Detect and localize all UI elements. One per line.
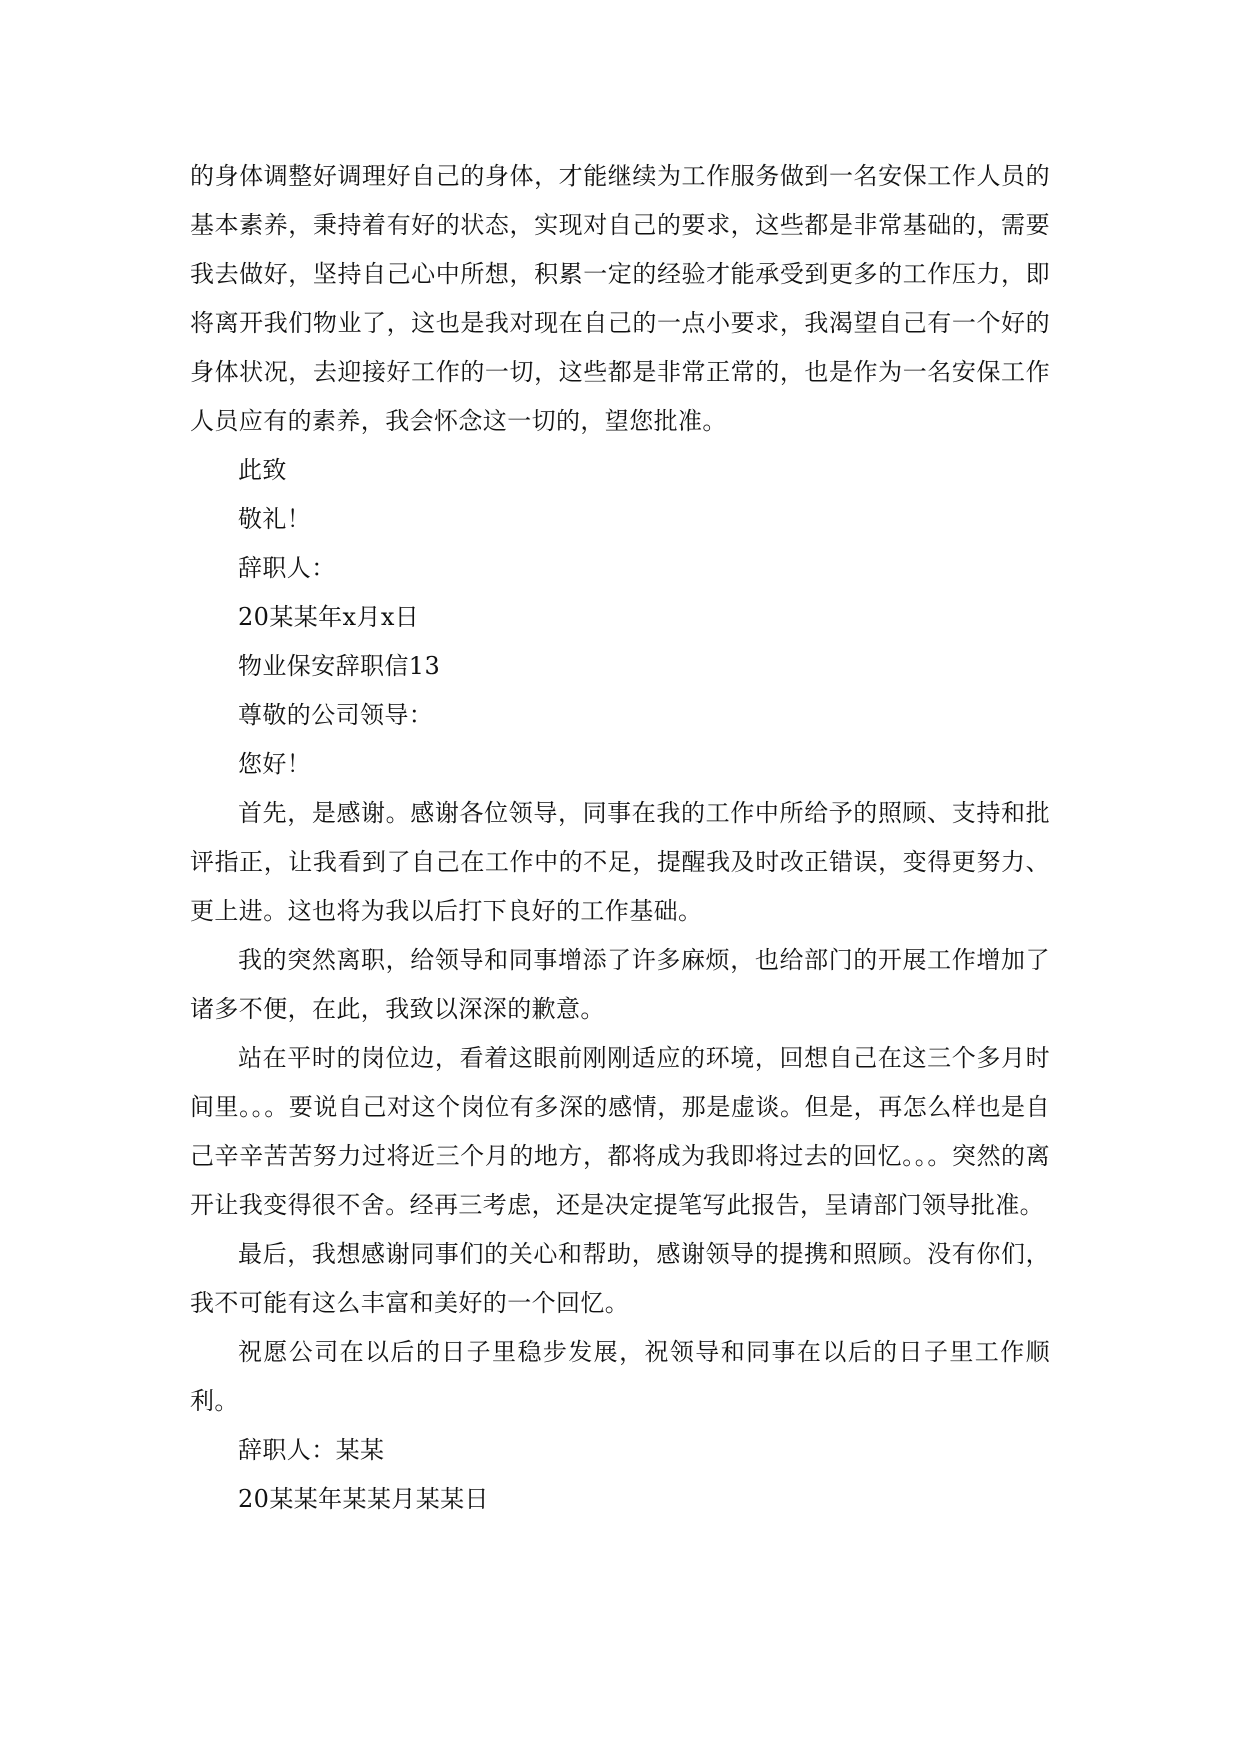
paragraph-apology: 我的突然离职，给领导和同事增添了许多麻烦，也给部门的开展工作增加了诸多不便，在此，我致以深深的歉意。 <box>190 946 1050 1023</box>
paragraph-gratitude: 最后，我想感谢同事们的关心和帮助，感谢领导的提携和照顾。没有你们，我不可能有这么丰富和美好的一个回忆。 <box>190 1240 1050 1317</box>
signature-label: 辞职人： <box>238 554 336 582</box>
paragraph-wishes: 祝愿公司在以后的日子里稳步发展，祝领导和同事在以后的日子里工作顺利。 <box>190 1338 1050 1415</box>
letter-hello: 您好！ <box>238 750 312 778</box>
document-body <box>190 152 1050 1524</box>
signature-name: 辞职人：某某 <box>238 1436 385 1464</box>
paragraph-reflection: 站在平时的岗位边，看着这眼前刚刚适应的环境，回想自己在这三个多月时间里。。。要说自己对这个岗位有多深的感情，那是虚谈。但是，再怎么样也是自己辛辛苦苦努力过将近三个月的地方，都将成为我即将过去的回忆。。。突然的离开让我变得很不舍。经再三考虑，还是决定提笔写此报告，呈请部门领导批准。 <box>190 1044 1050 1219</box>
signature-date: 20某某年x月x日 <box>238 603 420 631</box>
letter-greeting: 尊敬的公司领导： <box>238 701 434 729</box>
paragraph-thanks: 首先，是感谢。感谢各位领导，同事在我的工作中所给予的照顾、支持和批评指正，让我看到了自己在工作中的不足，提醒我及时改正错误，变得更努力、更上进。这也将为我以后打下良好的工作基础。 <box>190 799 1050 925</box>
letter-title: 物业保安辞职信13 <box>238 652 441 680</box>
closing-salutation: 此致 <box>238 456 287 484</box>
paragraph-continuation: 的身体调整好调理好自己的身体，才能继续为工作服务做到一名安保工作人员的基本素养，秉持着有好的状态，实现对自己的要求，这些都是非常基础的，需要我去做好，坚持自己心中所想，积累一定的经验才能承受到更多的工作压力，即将离开我们物业了，这也是我对现在自己的一点小要求，我渴望自己有一个好的身体状况，去迎接好工作的一切，这些都是非常正常的，也是作为一名安保工作人员应有的素养，我会怀念这一切的，望您批准。 <box>190 162 1050 435</box>
signature-final-date: 20某某年某某月某某日 <box>238 1485 489 1513</box>
closing-regards: 敬礼！ <box>238 505 312 533</box>
